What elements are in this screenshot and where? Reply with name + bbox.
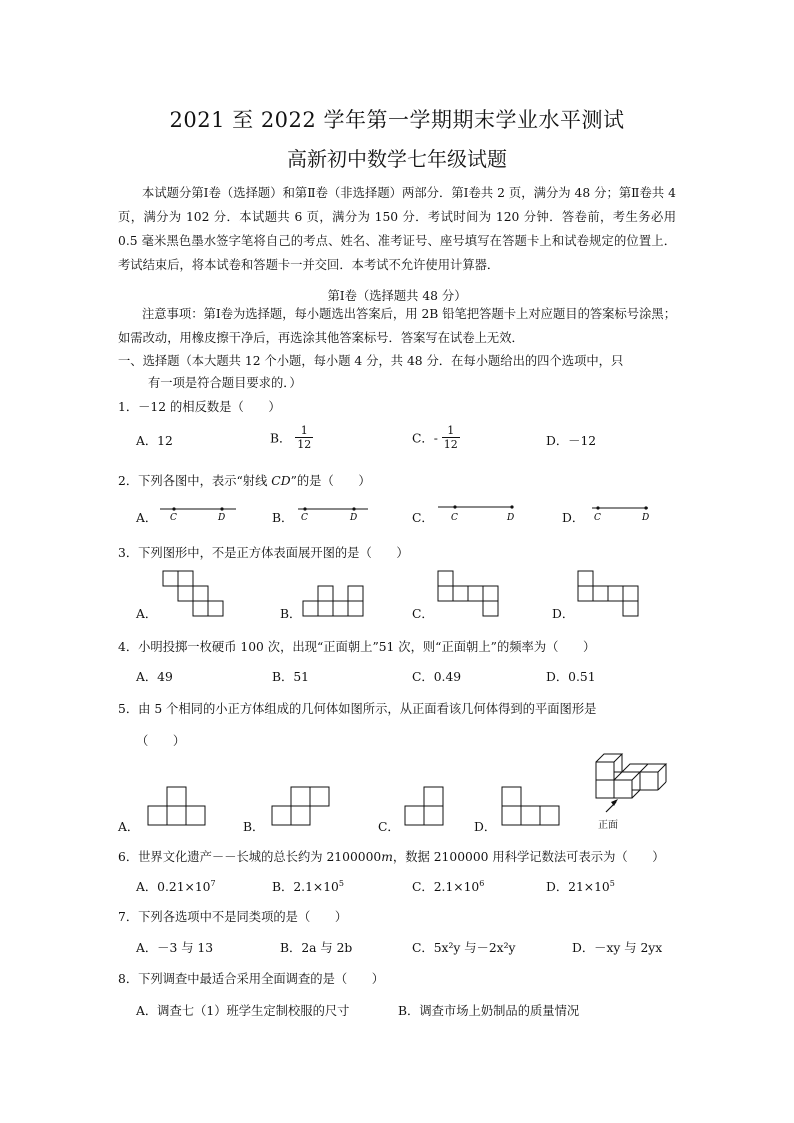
section-heading: 第Ⅰ卷（选择题共 48 分） (327, 289, 467, 303)
q1-option-a: A．12 (136, 434, 173, 448)
q6-stem-b: ，数据 2100000 用科学记数法可表示为（ ） (392, 850, 665, 864)
q8-stem: 8．下列调查中最适合采用全面调查的是（ ） (118, 972, 385, 986)
q5-stem: 5．由 5 个相同的小正方体组成的几何体如图所示，从正面看该几何体得到的平面图形是 (118, 702, 597, 716)
q6-option-b (272, 877, 344, 895)
q3-stem: 3．下列图形中，不是正方体表面展开图的是（ ） (118, 546, 409, 560)
q6-d-exp: 5 (609, 878, 615, 888)
q1-stem: 1．－12 的相反数是（ ） (118, 400, 281, 414)
q6-a-base: A．0.21×10 (136, 880, 211, 894)
q3-option-d: D． (552, 607, 575, 621)
part-heading-line2: 有一项是符合题目要求的．） (148, 376, 302, 390)
q7-option-c: C．5x²y 与－2x²y (412, 941, 516, 955)
exam-subtitle: 高新初中数学七年级试题 (287, 147, 507, 171)
q4-stem: 4．小明投掷一枚硬币 100 次，出现“正面朝上”51 次，则“正面朝上”的频率为（ ） (118, 640, 596, 654)
q6-a-exp: 7 (210, 878, 216, 888)
q2-c-label-d: D (507, 513, 515, 523)
q6-b-base: B．2.1×10 (272, 880, 339, 894)
q5-solid-figure (596, 754, 666, 798)
q5-view-d (502, 787, 559, 825)
q6-stem-a: 6．世界文化遗产－－长城的总长约为 2100000 (118, 850, 382, 864)
q7-option-a: A．－3 与 13 (136, 941, 214, 955)
q7-stem: 7．下列各选项中不是同类项的是（ ） (118, 910, 348, 924)
intro-paragraph: 本试题分第Ⅰ卷（选择题）和第Ⅱ卷（非选择题）两部分．第Ⅰ卷共 2 页，满分为 48 分；第Ⅱ卷共 4 页，满分为 102 分．本试题共 6 页，满分为 150 分．考试时间为 120 分钟．答卷前，考生务必用 0.5 毫米黑色墨水签字笔将自己的考点、姓名、准考证号、座号填写在答题卡上和试卷规定的位置上．考试结束后，将本试卷和答题卡一并交回．本考试不允许使用计算器． (118, 186, 676, 272)
q8-option-a: A．调查七（1）班学生定制校服的尺寸 (136, 1004, 350, 1018)
q4-option-c: C．0.49 (412, 670, 462, 684)
q5-front-arrow (606, 799, 618, 812)
q5-view-c (405, 787, 443, 825)
q2-stem-b: ”的是（ ） (290, 474, 371, 488)
q6-c-base: C．2.1×10 (412, 880, 480, 894)
q6-stem (118, 847, 665, 865)
q4-option-a: A．49 (136, 670, 173, 684)
q5-option-d: D． (474, 820, 497, 834)
q2-b-label-d: D (350, 513, 358, 523)
q4-option-b: B．51 (272, 670, 309, 684)
q6-option-c (412, 877, 484, 895)
q1-b-den: 12 (297, 438, 312, 451)
q3-option-c: C． (412, 607, 434, 621)
q1-c-num: 1 (442, 424, 460, 438)
q5-option-b: B． (243, 820, 265, 834)
q2-option-a: A． (136, 511, 158, 525)
q2-a-label-d: D (218, 513, 226, 523)
q5-front-label: 正面 (598, 820, 618, 831)
q1-b-num: 1 (295, 424, 313, 438)
q8-option-b: B．调查市场上奶制品的质量情况 (398, 1004, 580, 1018)
q1-c-prefix: C．- (412, 431, 438, 446)
exam-title: 2021 至 2022 学年第一学期期末学业水平测试 (169, 108, 625, 132)
q7-option-b: B．2a 与 2b (280, 941, 353, 955)
q2-d-label-d: D (642, 513, 650, 523)
q5-option-c: C． (378, 820, 400, 834)
q6-c-exp: 6 (479, 878, 485, 888)
q3-option-a: A． (136, 607, 158, 621)
q2-b-label-c: C (301, 513, 308, 523)
q2-a-label-c: C (170, 513, 177, 523)
notice-paragraph: 注意事项：第Ⅰ卷为选择题，每小题选出答案后，用 2B 铅笔把答题卡上对应题目的答案标号涂黑；如需改动，用橡皮擦干净后，再选涂其他答案标号．答案写在试卷上无效． (118, 307, 676, 345)
q5-option-a: A． (118, 820, 140, 834)
q5-view-a (148, 787, 205, 825)
q7-option-d: D．－xy 与 2yx (572, 941, 663, 955)
q2-option-b: B． (272, 511, 294, 525)
q6-b-exp: 5 (338, 878, 344, 888)
q5-view-b (272, 787, 329, 825)
q1-c-den: 12 (443, 438, 458, 451)
q2-d-label-c: C (594, 513, 601, 523)
q1-option-d: D．－12 (546, 434, 597, 448)
q6-option-a (136, 877, 216, 895)
q6-d-base: D．21×10 (546, 880, 610, 894)
q5-stem-paren: （ ） (136, 734, 186, 748)
part-heading-line1: 一、选择题（本大题共 12 个小题，每小题 4 分，共 48 分．在每小题给出的四个选项中，只 (118, 354, 624, 368)
q6-option-d (546, 877, 615, 895)
q2-stem-a: 2．下列各图中，表示“射线 (118, 474, 272, 488)
q1-b-prefix: B． (270, 431, 292, 446)
q2-c-label-c: C (451, 513, 458, 523)
q3-option-b: B． (280, 607, 302, 621)
q6-stem-unit: m (381, 850, 393, 864)
q2-option-d: D． (562, 511, 585, 525)
q4-option-d: D．0.51 (546, 670, 596, 684)
q2-stem-var: CD (271, 474, 291, 488)
q2-option-c: C． (412, 511, 434, 525)
